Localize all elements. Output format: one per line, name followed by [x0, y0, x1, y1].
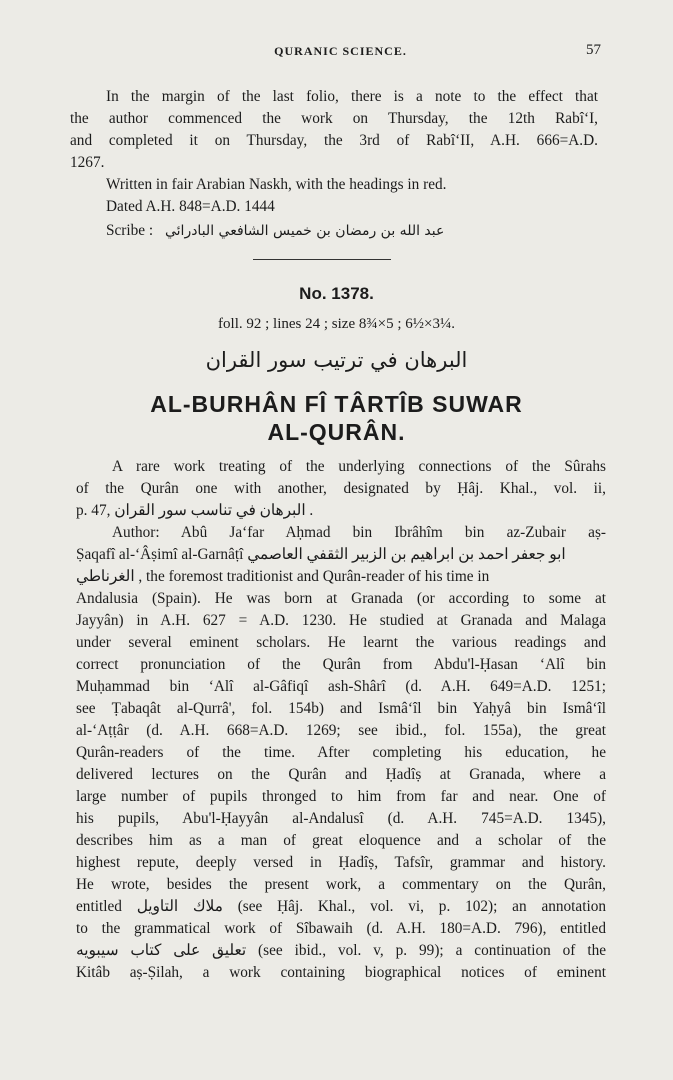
scribe-name-arabic: عبد الله بن رمضان بن خميس الشافعي البادرائي: [164, 223, 445, 239]
entry-meta: foll. 92 ; lines 24 ; size 8¾×5 ; 6½×3¼.: [218, 316, 455, 332]
body-line: He wrote, besides the present work, a commentary on the Qurân,: [76, 876, 606, 893]
body-line: highest repute, deeply versed in Ḥadîṣ, Tafsîr, grammar and history.: [76, 854, 606, 871]
scribe-label: Scribe :: [106, 222, 154, 239]
body-line: Andalusia (Spain). He was born at Granada (or according to some at: [76, 590, 606, 607]
running-title: QURANIC SCIENCE.: [274, 44, 407, 58]
body-line: of the Qurân one with another, designated by Ḥâj. Khal., vol. ii,: [76, 480, 606, 497]
body-line: p. 47, البرهان في تناسب سور القران .: [76, 502, 314, 519]
entry-number: No. 1378.: [299, 284, 374, 303]
body-line: Muḥammad bin ‘Alî al-Gâfiqî ash-Shârî (d. A.H. 649=A.D. 1251;: [76, 678, 606, 695]
body-line: Ṣaqafî al-‘Âṣimî al-Garnâṭî ابو جعفر احمد بن ابراهيم بن الزبير الثقفي العاصمي: [76, 546, 566, 563]
body-line: Author: Abû Ja‘far Aḥmad bin Ibrâhîm bin az-Zubair aṣ-: [112, 524, 606, 541]
body-line: describes him as a man of great eloquence and a scholar of the: [76, 832, 606, 849]
body-line: to the grammatical work of Sîbawaih (d. A.H. 180=A.D. 796), entitled: [76, 920, 606, 937]
margin-note-line: the author commenced the work on Thursday, the 12th Rabî‘I,: [70, 110, 598, 127]
dated-line: Dated A.H. 848=A.D. 1444: [106, 198, 275, 215]
body-line: see Ṭabaqât al-Qurrâ', fol. 154b) and Ismâ‘îl bin Yaḥyâ bin Ismâ‘îl: [76, 700, 606, 717]
page-number: 57: [586, 42, 601, 58]
margin-note-line: and completed it on Thursday, the 3rd of Rabî‘II, A.H. 666=A.D.: [70, 132, 598, 149]
body-line: entitled ملاك التاويل (see Ḥâj. Khal., vol. vi, p. 102); an annotation: [76, 898, 607, 915]
arabic-title: البرهان في ترتيب سور القران: [205, 348, 468, 372]
margin-note-line: In the margin of the last folio, there is a note to the effect that: [106, 88, 598, 105]
scribe-line: [106, 220, 444, 242]
body-line: under several eminent scholars. He learnt the various readings and: [76, 634, 606, 651]
body-line: delivered lectures on the Qurân and Ḥadîṣ at Granada, where a: [76, 766, 606, 783]
body-line: al-‘Aṭṭâr (d. A.H. 668=A.D. 1269; see ibid., fol. 155a), the great: [76, 722, 606, 739]
body-line: Kitâb aṣ-Ṣilah, a work containing biographical notices of eminent: [76, 964, 606, 981]
entry-title-line-1: AL-BURHÂN FÎ TÂRTÎB SUWAR: [150, 391, 523, 417]
section-divider: [253, 259, 391, 260]
entry-title-line-2: AL-QURÂN.: [267, 419, 406, 445]
body-line: الغرناطي , the foremost traditionist and Qurân-reader of his time in: [76, 568, 490, 585]
body-line: large number of pupils thronged to him from far and near. One of: [76, 788, 606, 805]
body-line: Jayyân) in A.H. 627 = A.D. 1230. He studied at Granada and Malaga: [76, 612, 606, 629]
body-line: correct pronunciation of the Qurân from Abdu'l-Ḥasan ‘Alî bin: [76, 656, 606, 673]
body-line: A rare work treating of the underlying connections of the Sûrahs: [112, 458, 606, 475]
margin-note-line: 1267.: [70, 154, 105, 171]
body-line: تعليق على كتاب سيبويه (see ibid., vol. v, p. 99); a continuation of the: [76, 942, 607, 959]
body-line: Qurân-readers of the time. After completing his education, he: [76, 744, 606, 761]
page-header: [80, 44, 601, 66]
script-description: Written in fair Arabian Naskh, with the headings in red.: [106, 176, 447, 193]
body-line: his pupils, Abu'l-Ḥayyân al-Andalusî (d. A.H. 745=A.D. 1345),: [76, 810, 606, 827]
